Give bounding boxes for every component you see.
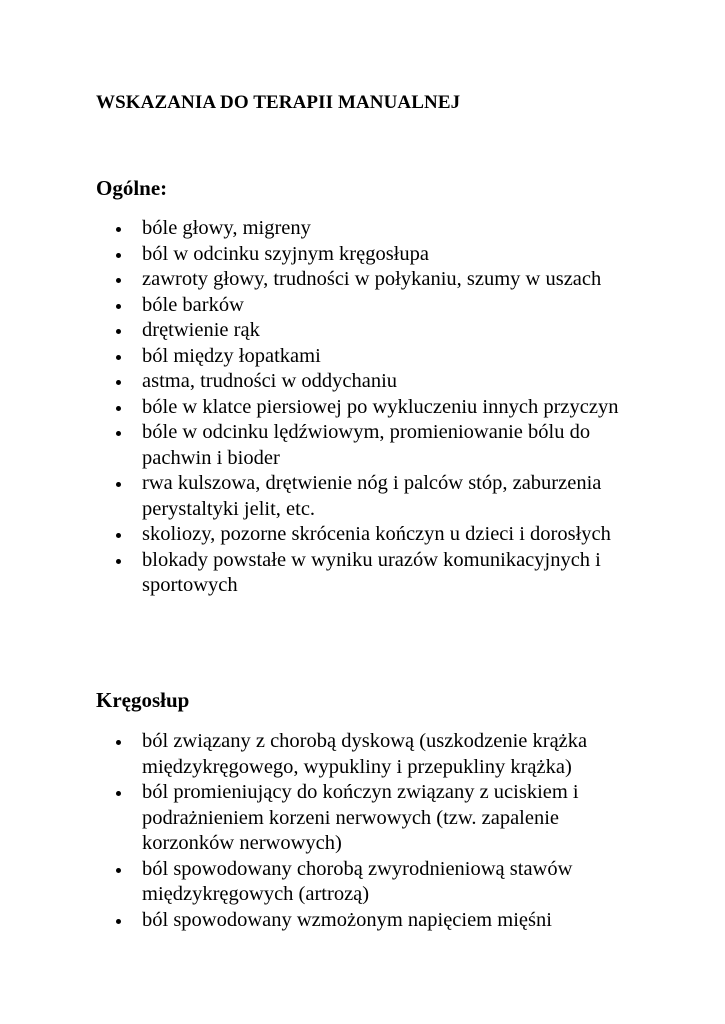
list-item [114, 729, 634, 780]
bullet-icon [116, 304, 121, 309]
list-item [114, 780, 634, 857]
list-item-text: zawroty głowy, trudności w połykaniu, szumy w uszach [142, 268, 602, 290]
list-item-text: skoliozy, pozorne skrócenia kończyn u dzieci i dorosłych [142, 523, 611, 545]
bullet-icon [116, 329, 121, 334]
section-heading-kregoslup: Kręgosłup [96, 688, 190, 712]
bullet-icon [116, 227, 121, 232]
bullet-icon [116, 253, 121, 258]
section-heading-ogolne: Ogólne: [96, 176, 168, 200]
bullet-icon [116, 355, 121, 360]
list-item [114, 548, 634, 599]
list-item-text: ból spowodowany wzmożonym napięciem mięśni [142, 908, 552, 931]
bullet-icon [116, 740, 121, 745]
bullet-icon [116, 919, 121, 924]
list-item-text: ból między łopatkami [142, 344, 321, 367]
list-item [114, 293, 634, 319]
list-item [114, 318, 634, 344]
list-item [114, 267, 634, 293]
list-item-text: drętwienie rąk [142, 319, 260, 341]
list-item [114, 471, 634, 522]
bullet-icon [116, 406, 121, 411]
list-item-text: bóle w odcinku lędźwiowym, promieniowanie bólu do pachwin i bioder [142, 421, 591, 469]
list-item [114, 857, 634, 908]
bullet-icon [116, 791, 121, 796]
list-item [114, 908, 634, 934]
list-item-text: blokady powstałe w wyniku urazów komunikacyjnych i sportowych [142, 548, 601, 596]
bullet-icon [116, 431, 121, 436]
list-item [114, 369, 634, 395]
list-item [114, 344, 634, 370]
bullet-icon [116, 278, 121, 283]
list-item [114, 522, 634, 548]
list-item [114, 216, 634, 242]
list-item-text: bóle głowy, migreny [142, 217, 311, 239]
list-item-text: ból promieniujący do kończyn związany z uciskiem i podrażnieniem korzeni nerwowych (tzw. zapalenie korzonków nerwowych) [142, 781, 579, 854]
list-item-text: bóle w klatce piersiowej po wykluczeniu innych przyczyn [142, 395, 619, 418]
list-item-text: ból związany z chorobą dyskową (uszkodzenie krążka międzykręgowego, wypukliny i przepukliny krążka) [142, 730, 588, 778]
bullet-icon [116, 559, 121, 564]
list-item-text: astma, trudności w oddychaniu [142, 370, 398, 392]
bullet-icon [116, 533, 121, 538]
list-item-text: rwa kulszowa, drętwienie nóg i palców stóp, zaburzenia perystaltyki jelit, etc. [142, 472, 602, 520]
list-item [114, 242, 634, 268]
list-ogolne [114, 216, 634, 599]
list-kregoslup [114, 729, 634, 933]
document-title: WSKAZANIA DO TERAPII MANUALNEJ [96, 92, 461, 113]
list-item [114, 395, 634, 421]
list-item-text: bóle barków [142, 293, 244, 316]
list-item-text: ból w odcinku szyjnym kręgosłupa [142, 242, 429, 265]
bullet-icon [116, 380, 121, 385]
list-item [114, 420, 634, 471]
bullet-icon [116, 868, 121, 873]
bullet-icon [116, 482, 121, 487]
list-item-text: ból spowodowany chorobą zwyrodnieniową stawów międzykręgowych (artrozą) [142, 857, 573, 905]
